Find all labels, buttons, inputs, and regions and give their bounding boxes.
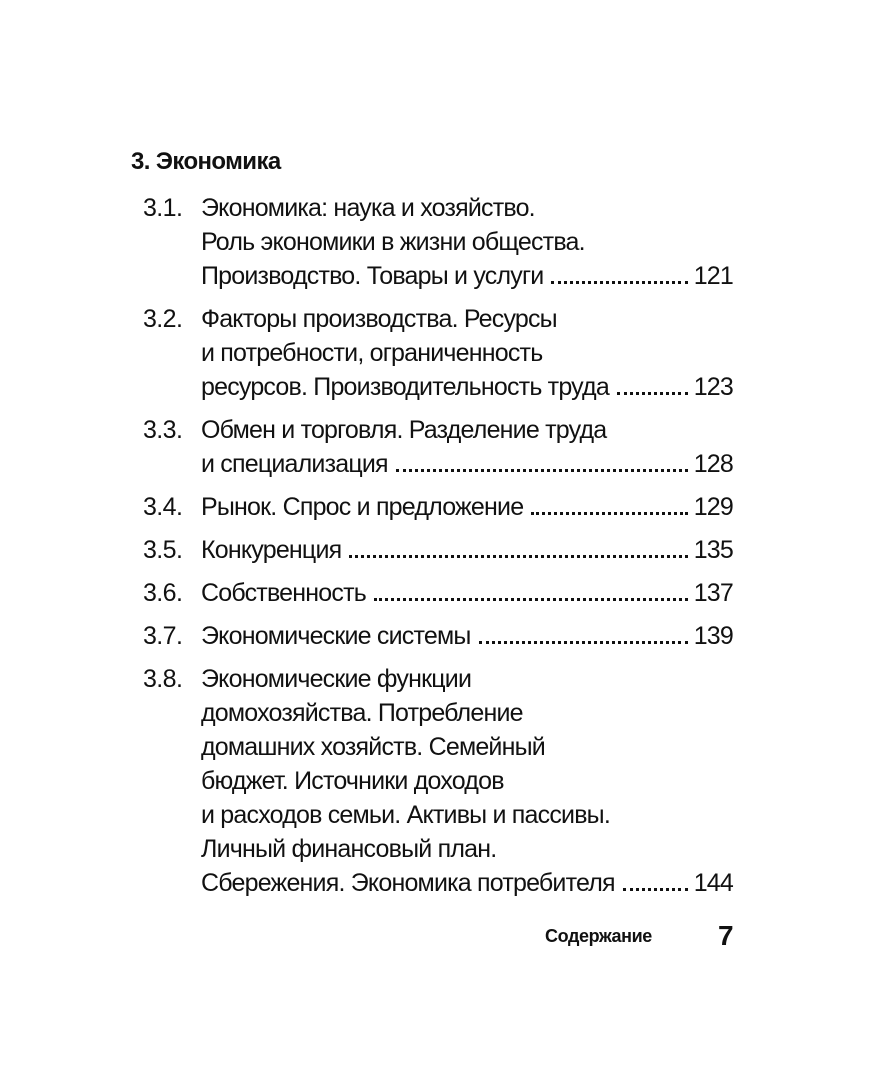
toc-entry-line — [201, 447, 733, 481]
toc-entry-title: Роль экономики в жизни общества. — [201, 228, 585, 256]
toc-entry-line — [201, 225, 733, 259]
toc-entry-title: Факторы производства. Ресурсы — [201, 305, 557, 333]
toc-entry-page: 135 — [693, 536, 733, 564]
toc-entry-title: и расходов семьи. Активы и пассивы. — [201, 801, 610, 829]
toc-entry — [143, 490, 733, 524]
toc-entry-line — [201, 619, 733, 653]
toc-entry-title: Рынок. Спрос и предложение — [201, 493, 524, 521]
toc-entry-body — [201, 576, 733, 610]
toc-entry-number: 3.4. — [143, 493, 183, 521]
toc-entry-line — [201, 336, 733, 370]
dot-leader — [617, 392, 688, 395]
toc-entry-title: Сбережения. Экономика потребителя — [201, 869, 615, 897]
toc-entry-title: домохозяйства. Потребление — [201, 699, 523, 727]
dot-leader — [396, 469, 688, 472]
toc-entry-number: 3.7. — [143, 622, 183, 650]
toc-entry — [143, 413, 733, 481]
toc-entry — [143, 662, 733, 900]
toc-entry-page: 129 — [693, 493, 733, 521]
toc-entry-number: 3.3. — [143, 416, 183, 444]
toc-entry-body — [201, 619, 733, 653]
toc-entry-line — [201, 533, 733, 567]
toc-entry-number: 3.8. — [143, 665, 183, 693]
dot-leader — [623, 888, 688, 891]
toc-entry — [143, 576, 733, 610]
toc-entry-body — [201, 413, 733, 481]
toc-entry-line — [201, 370, 733, 404]
toc-entry-line — [201, 302, 733, 336]
toc-entry-title: Конкуренция — [201, 536, 342, 564]
dot-leader — [551, 281, 687, 284]
toc-entry-line — [201, 866, 733, 900]
toc-entry-line — [201, 832, 733, 866]
toc-entry-number: 3.5. — [143, 536, 183, 564]
toc-entry-page: 137 — [693, 579, 733, 607]
toc-entry-line — [201, 662, 733, 696]
table-of-contents — [143, 191, 733, 909]
toc-entry-body — [201, 490, 733, 524]
toc-entry-body — [201, 533, 733, 567]
toc-entry-number: 3.6. — [143, 579, 183, 607]
toc-entry-title: Личный финансовый план. — [201, 835, 497, 863]
toc-entry-title: Экономические системы — [201, 622, 471, 650]
toc-entry — [143, 302, 733, 404]
toc-entry-title: Экономика: наука и хозяйство. — [201, 194, 535, 222]
toc-entry-title: Производство. Товары и услуги — [201, 262, 544, 290]
dot-leader — [479, 641, 688, 644]
toc-entry-line — [201, 764, 733, 798]
toc-entry-page: 123 — [693, 373, 733, 401]
dot-leader — [531, 512, 687, 515]
toc-entry-title: домашних хозяйств. Семейный — [201, 733, 545, 761]
toc-entry-title: бюджет. Источники доходов — [201, 767, 504, 795]
toc-entry-title: Собственность — [201, 579, 366, 607]
toc-entry — [143, 533, 733, 567]
dot-leader — [374, 598, 688, 601]
section-heading: 3. Экономика — [131, 148, 281, 175]
toc-entry-line — [201, 798, 733, 832]
toc-entry-line — [201, 413, 733, 447]
toc-entry-line — [201, 191, 733, 225]
toc-entry-title: и специализация — [201, 450, 388, 478]
toc-entry-title: и потребности, ограниченность — [201, 339, 543, 367]
toc-entry-page: 121 — [693, 262, 733, 290]
toc-entry-page: 128 — [693, 450, 733, 478]
dot-leader — [349, 555, 687, 558]
toc-entry-page: 139 — [693, 622, 733, 650]
page-number: 7 — [718, 920, 734, 951]
toc-entry-line — [201, 696, 733, 730]
toc-entry-line — [201, 576, 733, 610]
toc-entry-number: 3.2. — [143, 305, 183, 333]
toc-entry-body — [201, 302, 733, 404]
toc-entry-number: 3.1. — [143, 194, 183, 222]
toc-entry-line — [201, 490, 733, 524]
toc-entry-title: ресурсов. Производительность труда — [201, 373, 609, 401]
toc-entry-title: Экономические функции — [201, 665, 472, 693]
toc-entry-line — [201, 259, 733, 293]
toc-entry-body — [201, 662, 733, 900]
toc-entry — [143, 619, 733, 653]
toc-entry-title: Обмен и торговля. Разделение труда — [201, 416, 607, 444]
toc-entry-body — [201, 191, 733, 293]
toc-entry-line — [201, 730, 733, 764]
toc-entry-page: 144 — [693, 869, 733, 897]
toc-entry — [143, 191, 733, 293]
running-footer-label: Содержание — [545, 926, 652, 946]
